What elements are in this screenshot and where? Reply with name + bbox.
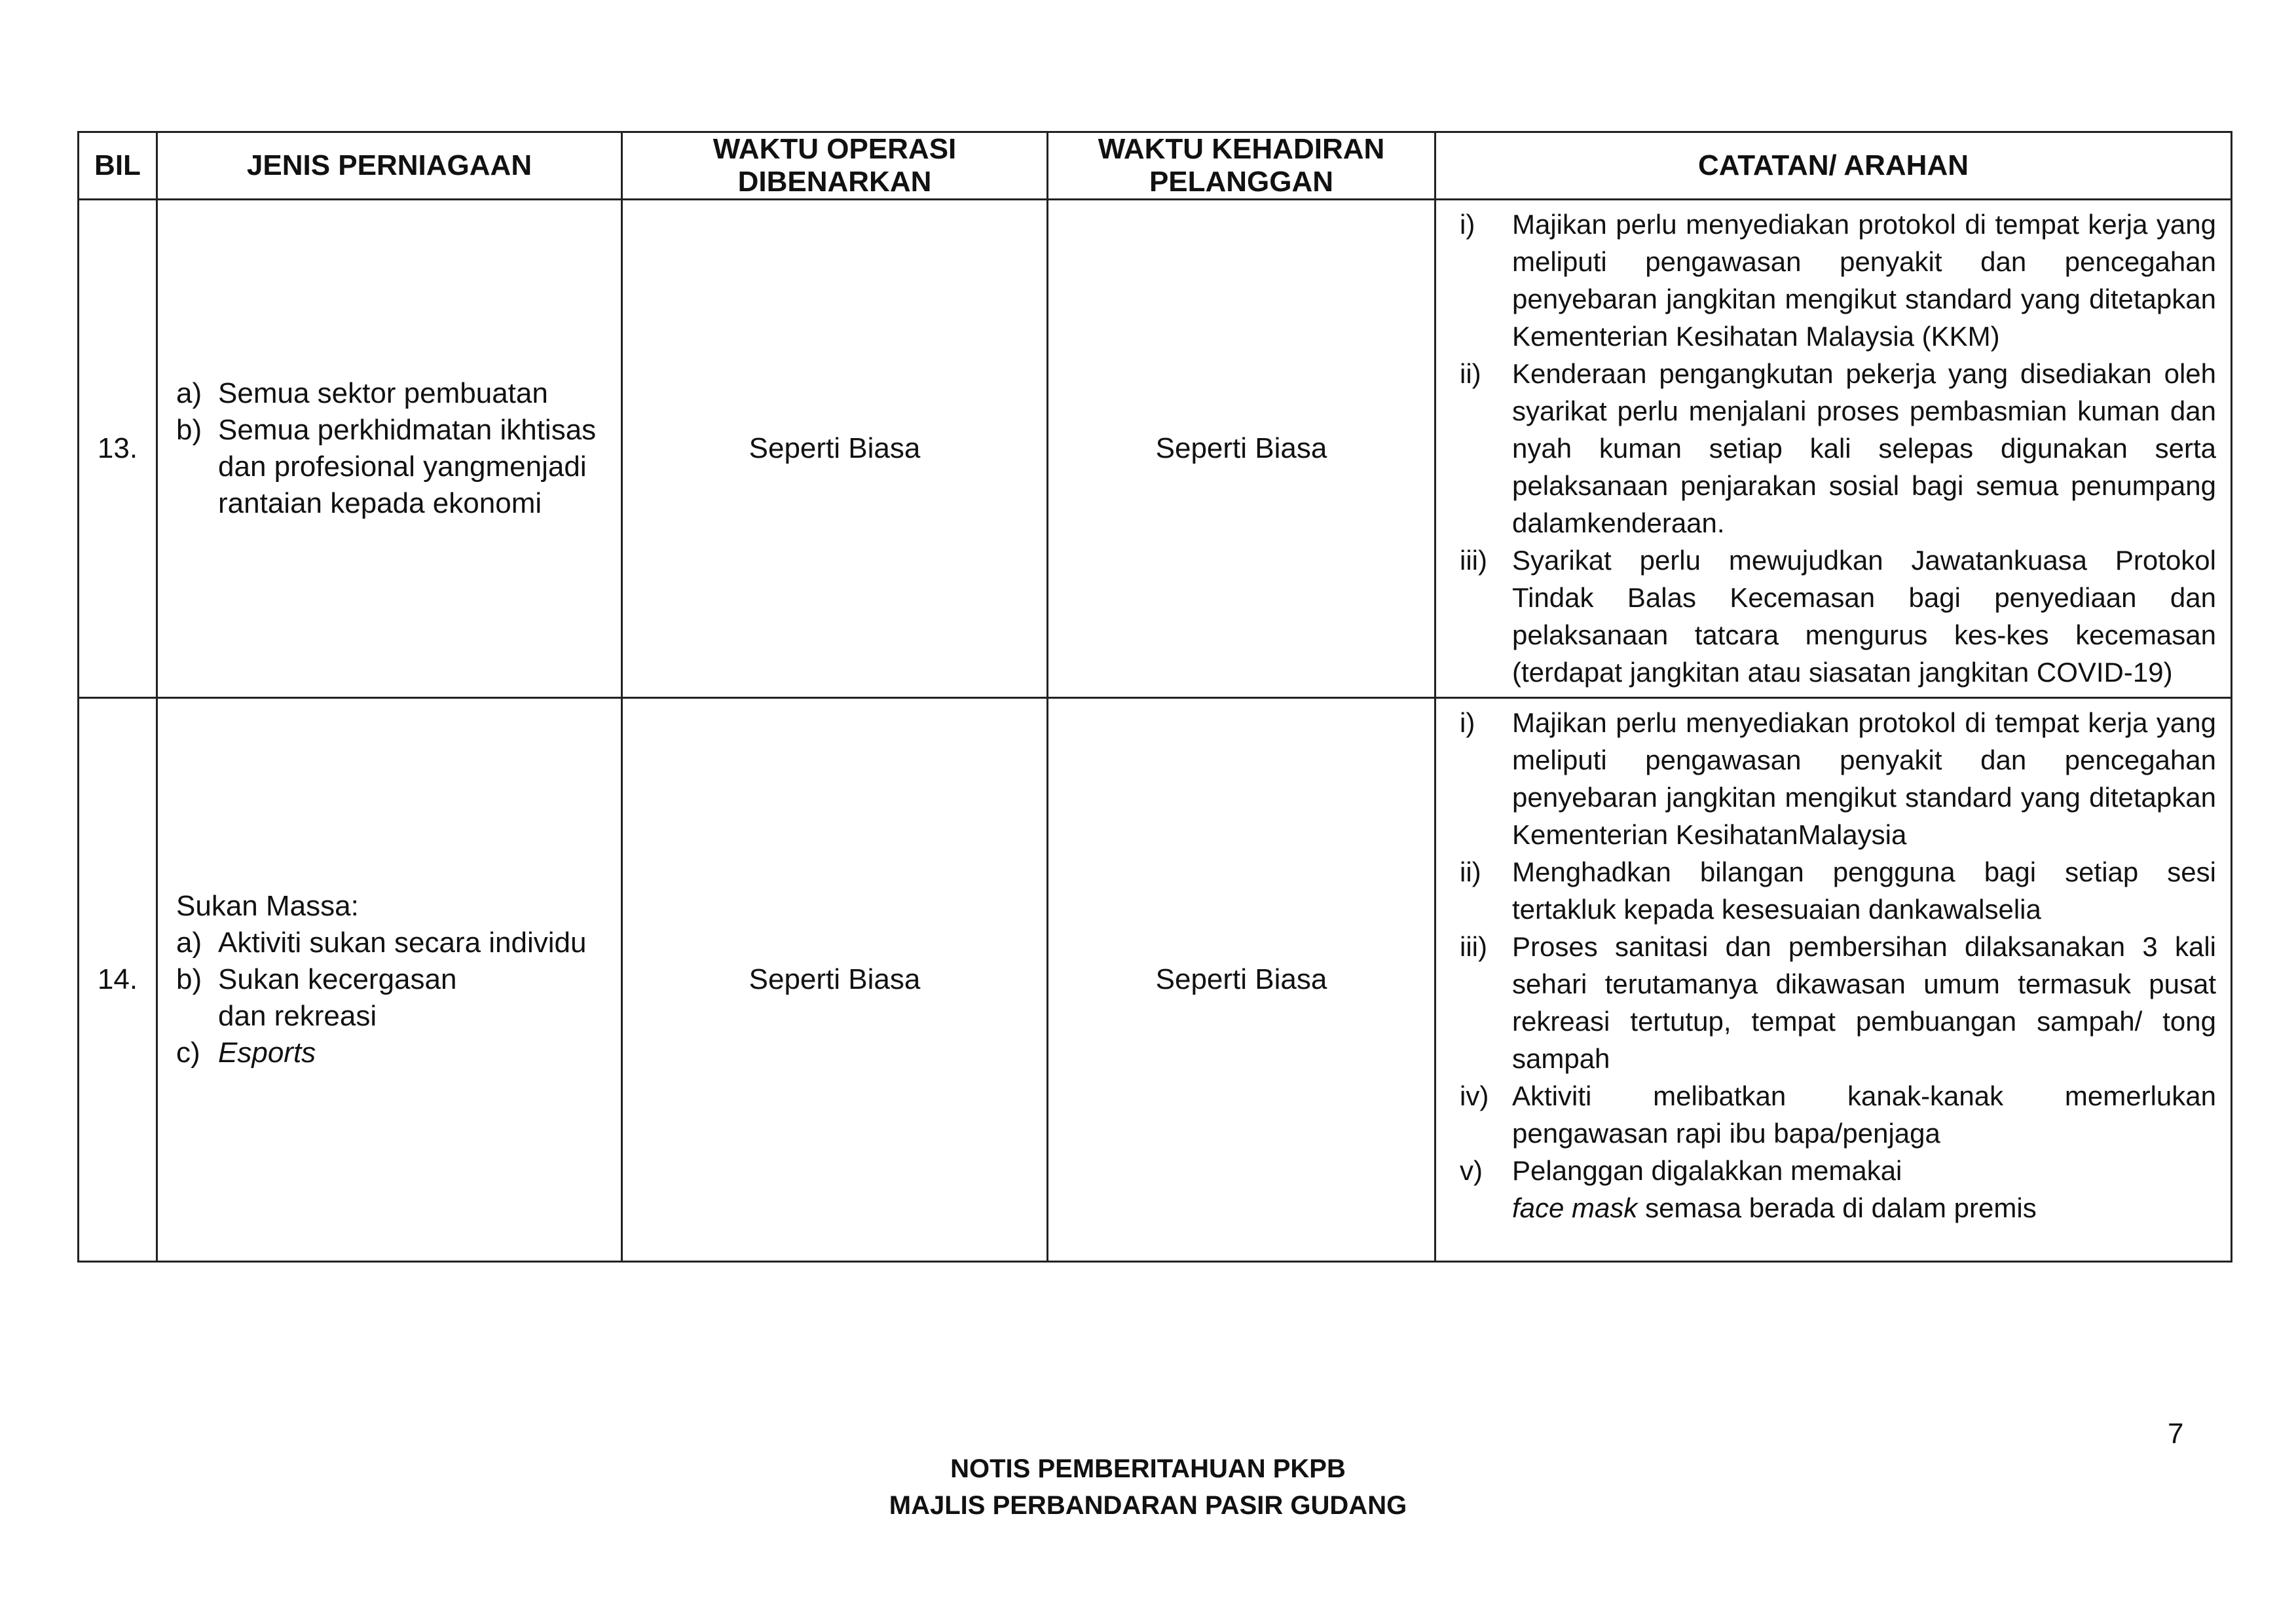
header-waktu-kehadiran-line2: PELANGGAN: [1149, 166, 1334, 198]
list-marker: v): [1460, 1155, 1483, 1186]
list-marker: i): [1460, 707, 1475, 738]
list-text: Semua perkhidmatan ikhtisas dan profesional yangmenjadi rantaian kepada ekonomi: [218, 414, 597, 519]
list-item: [1460, 853, 2216, 928]
business-type-cell: [157, 200, 622, 698]
list-marker: a): [176, 377, 202, 409]
list-item: [1460, 1077, 2216, 1152]
page-number: 7: [2168, 1418, 2184, 1450]
list-text: Syarikat perlu mewujudkan Jawatankuasa Protokol Tindak Balas Kecemasan bagi penyediaan dan pelaksanaan tatcara mengurus kes-kes kecemasan (terdapat jangkitan atau siasatan jangkitan COVID-19): [1512, 545, 2216, 688]
list-text: Kenderaan pengangkutan pekerja yang disediakan oleh syarikat perlu menjalani proses pembasmian kuman dan nyah kuman setiap kali selepas digunakan serta pelaksanaan penjarakan sosial bagi semua penumpang dalamkenderaan.: [1512, 358, 2216, 538]
operating-hours-cell: Seperti Biasa: [622, 698, 1048, 1262]
list-marker: c): [176, 1037, 200, 1069]
list-text: Semua sektor pembuatan: [218, 377, 548, 409]
list-item: [1460, 928, 2216, 1077]
header-waktu-kehadiran-line1: WAKTU KEHADIRAN: [1098, 133, 1385, 165]
list-item: [1460, 542, 2216, 691]
table-header-row: [79, 132, 2232, 200]
list-item: [1460, 704, 2216, 853]
list-text: Menghadkan bilangan pengguna bagi setiap sesi tertakluk kepada kesesuaian dankawalselia: [1512, 857, 2216, 925]
notes-cell: [1435, 200, 2232, 698]
table-row: [79, 698, 2232, 1262]
list-text: Majikan perlu menyediakan protokol di tempat kerja yang meliputi pengawasan penyakit dan pencegahan penyebaran jangkitan mengikut standard yang ditetapkan Kementerian KesihatanMalaysia: [1512, 707, 2216, 850]
list-text-part: Pelanggan digalakkan memakai: [1512, 1155, 1902, 1186]
list-text: Sukan kecergasan dan rekreasi: [218, 963, 457, 1032]
list-item: [1460, 355, 2216, 542]
header-jenis-perniagaan: JENIS PERNIAGAAN: [157, 132, 622, 200]
list-text-part: semasa berada di dalam premis: [1637, 1192, 2037, 1223]
list-item: [176, 925, 608, 961]
header-waktu-operasi-line2: DIBENARKAN: [737, 166, 932, 198]
header-waktu-operasi-line1: WAKTU OPERASI: [713, 133, 957, 165]
list-marker: i): [1460, 209, 1475, 240]
list-text: Aktiviti sukan secara individu: [218, 927, 587, 959]
list-text: Proses sanitasi dan pembersihan dilaksanakan 3 kali sehari terutamanya dikawasan umum termasuk pusat rekreasi tertutup, tempat pembuangan sampah/ tong sampah: [1512, 931, 2216, 1074]
header-catatan-arahan: CATATAN/ ARAHAN: [1435, 132, 2232, 200]
list-item: [1460, 206, 2216, 355]
list-marker: b): [176, 414, 202, 446]
list-text-italic: face mask: [1512, 1192, 1638, 1223]
list-marker: iii): [1460, 545, 1487, 576]
header-bil: BIL: [79, 132, 157, 200]
list-marker: iii): [1460, 931, 1487, 962]
list-marker: b): [176, 963, 202, 995]
list-text: Aktiviti melibatkan kanak-kanak memerlukan pengawasan rapi ibu bapa/penjaga: [1512, 1080, 2216, 1149]
list-item: [176, 961, 608, 1035]
customer-hours-cell: Seperti Biasa: [1048, 200, 1435, 698]
list-text: Esports: [218, 1037, 316, 1069]
operating-hours-cell: Seperti Biasa: [622, 200, 1048, 698]
row-number: 14.: [79, 698, 157, 1262]
business-type-cell: [157, 698, 622, 1262]
list-item: [1460, 1152, 2216, 1227]
header-waktu-operasi: [622, 132, 1048, 200]
table-row: [79, 200, 2232, 698]
list-item: [176, 375, 608, 412]
business-hours-table: [77, 131, 2232, 1263]
list-item: [176, 1035, 608, 1071]
row-number: 13.: [79, 200, 157, 698]
list-marker: ii): [1460, 857, 1481, 887]
list-text: Majikan perlu menyediakan protokol di tempat kerja yang meliputi pengawasan penyakit dan pencegahan penyebaran jangkitan mengikut standard yang ditetapkan Kementerian Kesihatan Malaysia (KKM): [1512, 209, 2216, 352]
list-marker: ii): [1460, 358, 1481, 389]
list-marker: iv): [1460, 1080, 1489, 1111]
customer-hours-cell: Seperti Biasa: [1048, 698, 1435, 1262]
footer-line-1: NOTIS PEMBERITAHUAN PKPB: [950, 1454, 1346, 1483]
list-marker: a): [176, 927, 202, 959]
list-text: [1512, 1152, 2216, 1227]
footer-line-2: MAJLIS PERBANDARAN PASIR GUDANG: [889, 1491, 1407, 1520]
list-heading: Sukan Massa:: [176, 890, 359, 922]
notes-cell: [1435, 698, 2232, 1262]
list-item: [176, 412, 608, 522]
header-waktu-kehadiran: [1048, 132, 1435, 200]
